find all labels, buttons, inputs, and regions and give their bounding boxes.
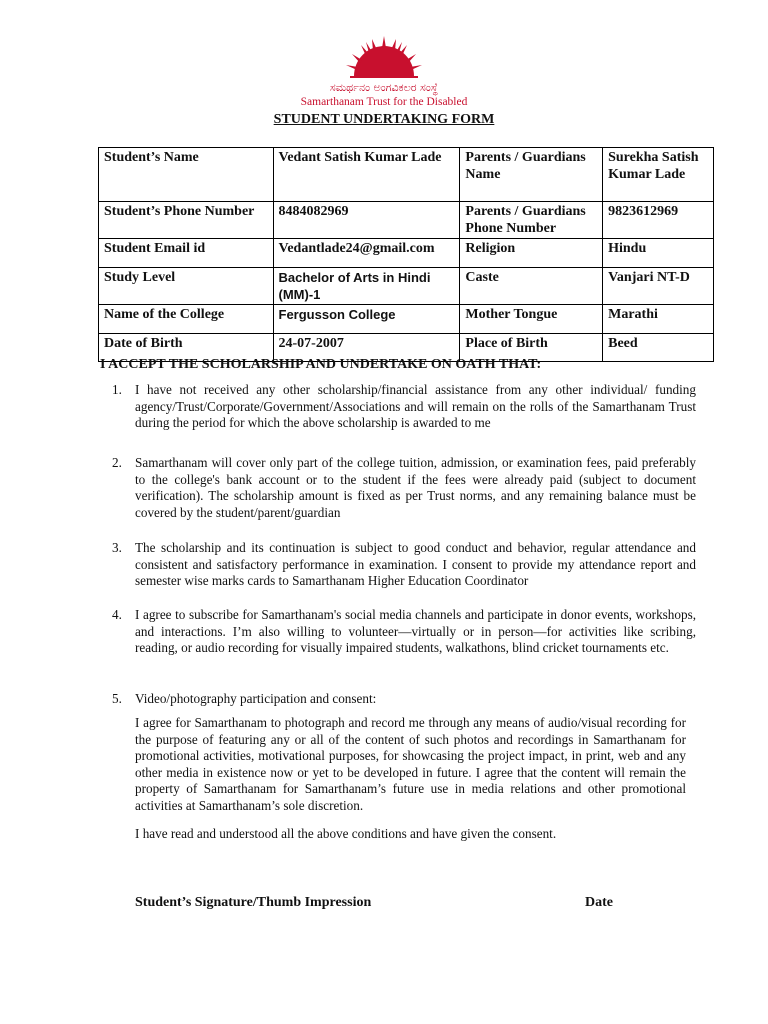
value-cell: 8484082969 bbox=[273, 202, 460, 239]
label-cell: Parents / Guardians Name bbox=[460, 148, 603, 202]
value-cell: Surekha Satish Kumar Lade bbox=[603, 148, 714, 202]
signature-label: Student’s Signature/Thumb Impression bbox=[135, 895, 372, 910]
condition-number: 3. bbox=[112, 540, 122, 555]
label-cell: Name of the College bbox=[99, 305, 274, 334]
condition-text: Samarthanam will cover only part of the college tuition, admission, or examination fees, paid preferably to the college's bank account or to the student if the fees were already paid (subject to document verification). The scholarship amount is fixed as per Trust norms, and any remaining balance must be covered by the student/parent/guardian bbox=[135, 455, 696, 520]
value-cell: Vedantlade24@gmail.com bbox=[273, 239, 460, 268]
value-cell: 24-07-2007 bbox=[273, 334, 460, 362]
table-row bbox=[99, 239, 714, 268]
value-cell: Vanjari NT-D bbox=[603, 268, 714, 305]
label-cell: Student Email id bbox=[99, 239, 274, 268]
samarthanam-logo-icon bbox=[342, 36, 426, 80]
value-cell: 9823612969 bbox=[603, 202, 714, 239]
condition-text: Video/photography participation and consent: bbox=[135, 691, 377, 706]
form-title: STUDENT UNDERTAKING FORM bbox=[273, 112, 495, 127]
condition-text: I have not received any other scholarship/financial assistance from any other individual/ funding agency/Trust/Corporate/Government/Associations and will remain on the rolls of the Samarthanam Trust during the period for which the above scholarship is awarded to me bbox=[135, 382, 696, 430]
table-row bbox=[99, 148, 714, 202]
table-row bbox=[99, 268, 714, 305]
value-cell: Bachelor of Arts in Hindi (MM)-1 bbox=[273, 268, 460, 305]
table-row bbox=[99, 305, 714, 334]
label-cell: Student’s Name bbox=[99, 148, 274, 202]
accept-heading: I ACCEPT THE SCHOLARSHIP AND UNDERTAKE ON OATH THAT: bbox=[100, 357, 542, 372]
value-cell: Hindu bbox=[603, 239, 714, 268]
condition-text: The scholarship and its continuation is subject to good conduct and behavior, regular attendance and consistent and satisfactory performance in examination. I consent to provide my attendance report and semester wise marks cards to Samarthanam Higher Education Coordinator bbox=[135, 540, 696, 588]
label-cell: Parents / Guardians Phone Number bbox=[460, 202, 603, 239]
condition-item bbox=[112, 691, 696, 708]
date-label: Date bbox=[585, 895, 613, 910]
condition-number: 5. bbox=[112, 691, 122, 706]
consent-paragraph: I agree for Samarthanam to photograph and record me through any means of audio/visual recording for the purpose of featuring any or all of the content of such photos and recordings in Samarthanam for promotional activities, motivational purposes, for showcasing the project impact, in print, web and any other media in existence now or yet to be developed in future. I agree that the content will remain the property of Samarthanam for Samarthanam’s future use in media relations and other promotional activities at Samarthanam’s sole discretion. bbox=[135, 715, 686, 813]
condition-number: 1. bbox=[112, 382, 122, 397]
label-cell: Place of Birth bbox=[460, 334, 603, 362]
condition-item bbox=[112, 382, 696, 432]
value-cell: Marathi bbox=[603, 305, 714, 334]
logo-kannada-text: ಸಮರ್ಥನಂ ಅಂಗವಿಕಲರ ಸಂಸ್ಥೆ bbox=[329, 81, 439, 94]
label-cell: Caste bbox=[460, 268, 603, 305]
read-statement: I have read and understood all the above conditions and have given the consent. bbox=[135, 826, 557, 841]
value-cell: Fergusson College bbox=[273, 305, 460, 334]
condition-item bbox=[112, 607, 696, 657]
logo-organization-name: Samarthanam Trust for the Disabled bbox=[300, 96, 468, 108]
logo-block bbox=[0, 36, 768, 108]
table-row bbox=[99, 202, 714, 239]
value-cell: Beed bbox=[603, 334, 714, 362]
value-cell: Vedant Satish Kumar Lade bbox=[273, 148, 460, 202]
label-cell: Student’s Phone Number bbox=[99, 202, 274, 239]
condition-item bbox=[112, 455, 696, 521]
student-info-table bbox=[98, 147, 714, 362]
label-cell: Date of Birth bbox=[99, 334, 274, 362]
label-cell: Religion bbox=[460, 239, 603, 268]
label-cell: Mother Tongue bbox=[460, 305, 603, 334]
condition-number: 2. bbox=[112, 455, 122, 470]
condition-text: I agree to subscribe for Samarthanam's social media channels and participate in donor events, workshops, and interactions. I’m also willing to volunteer—virtually or in person—for activities like scribing, reading, or audio recording for visually impaired students, walkathons, blind cricket tournaments etc. bbox=[135, 607, 696, 655]
condition-number: 4. bbox=[112, 607, 122, 622]
condition-item bbox=[112, 540, 696, 590]
label-cell: Study Level bbox=[99, 268, 274, 305]
